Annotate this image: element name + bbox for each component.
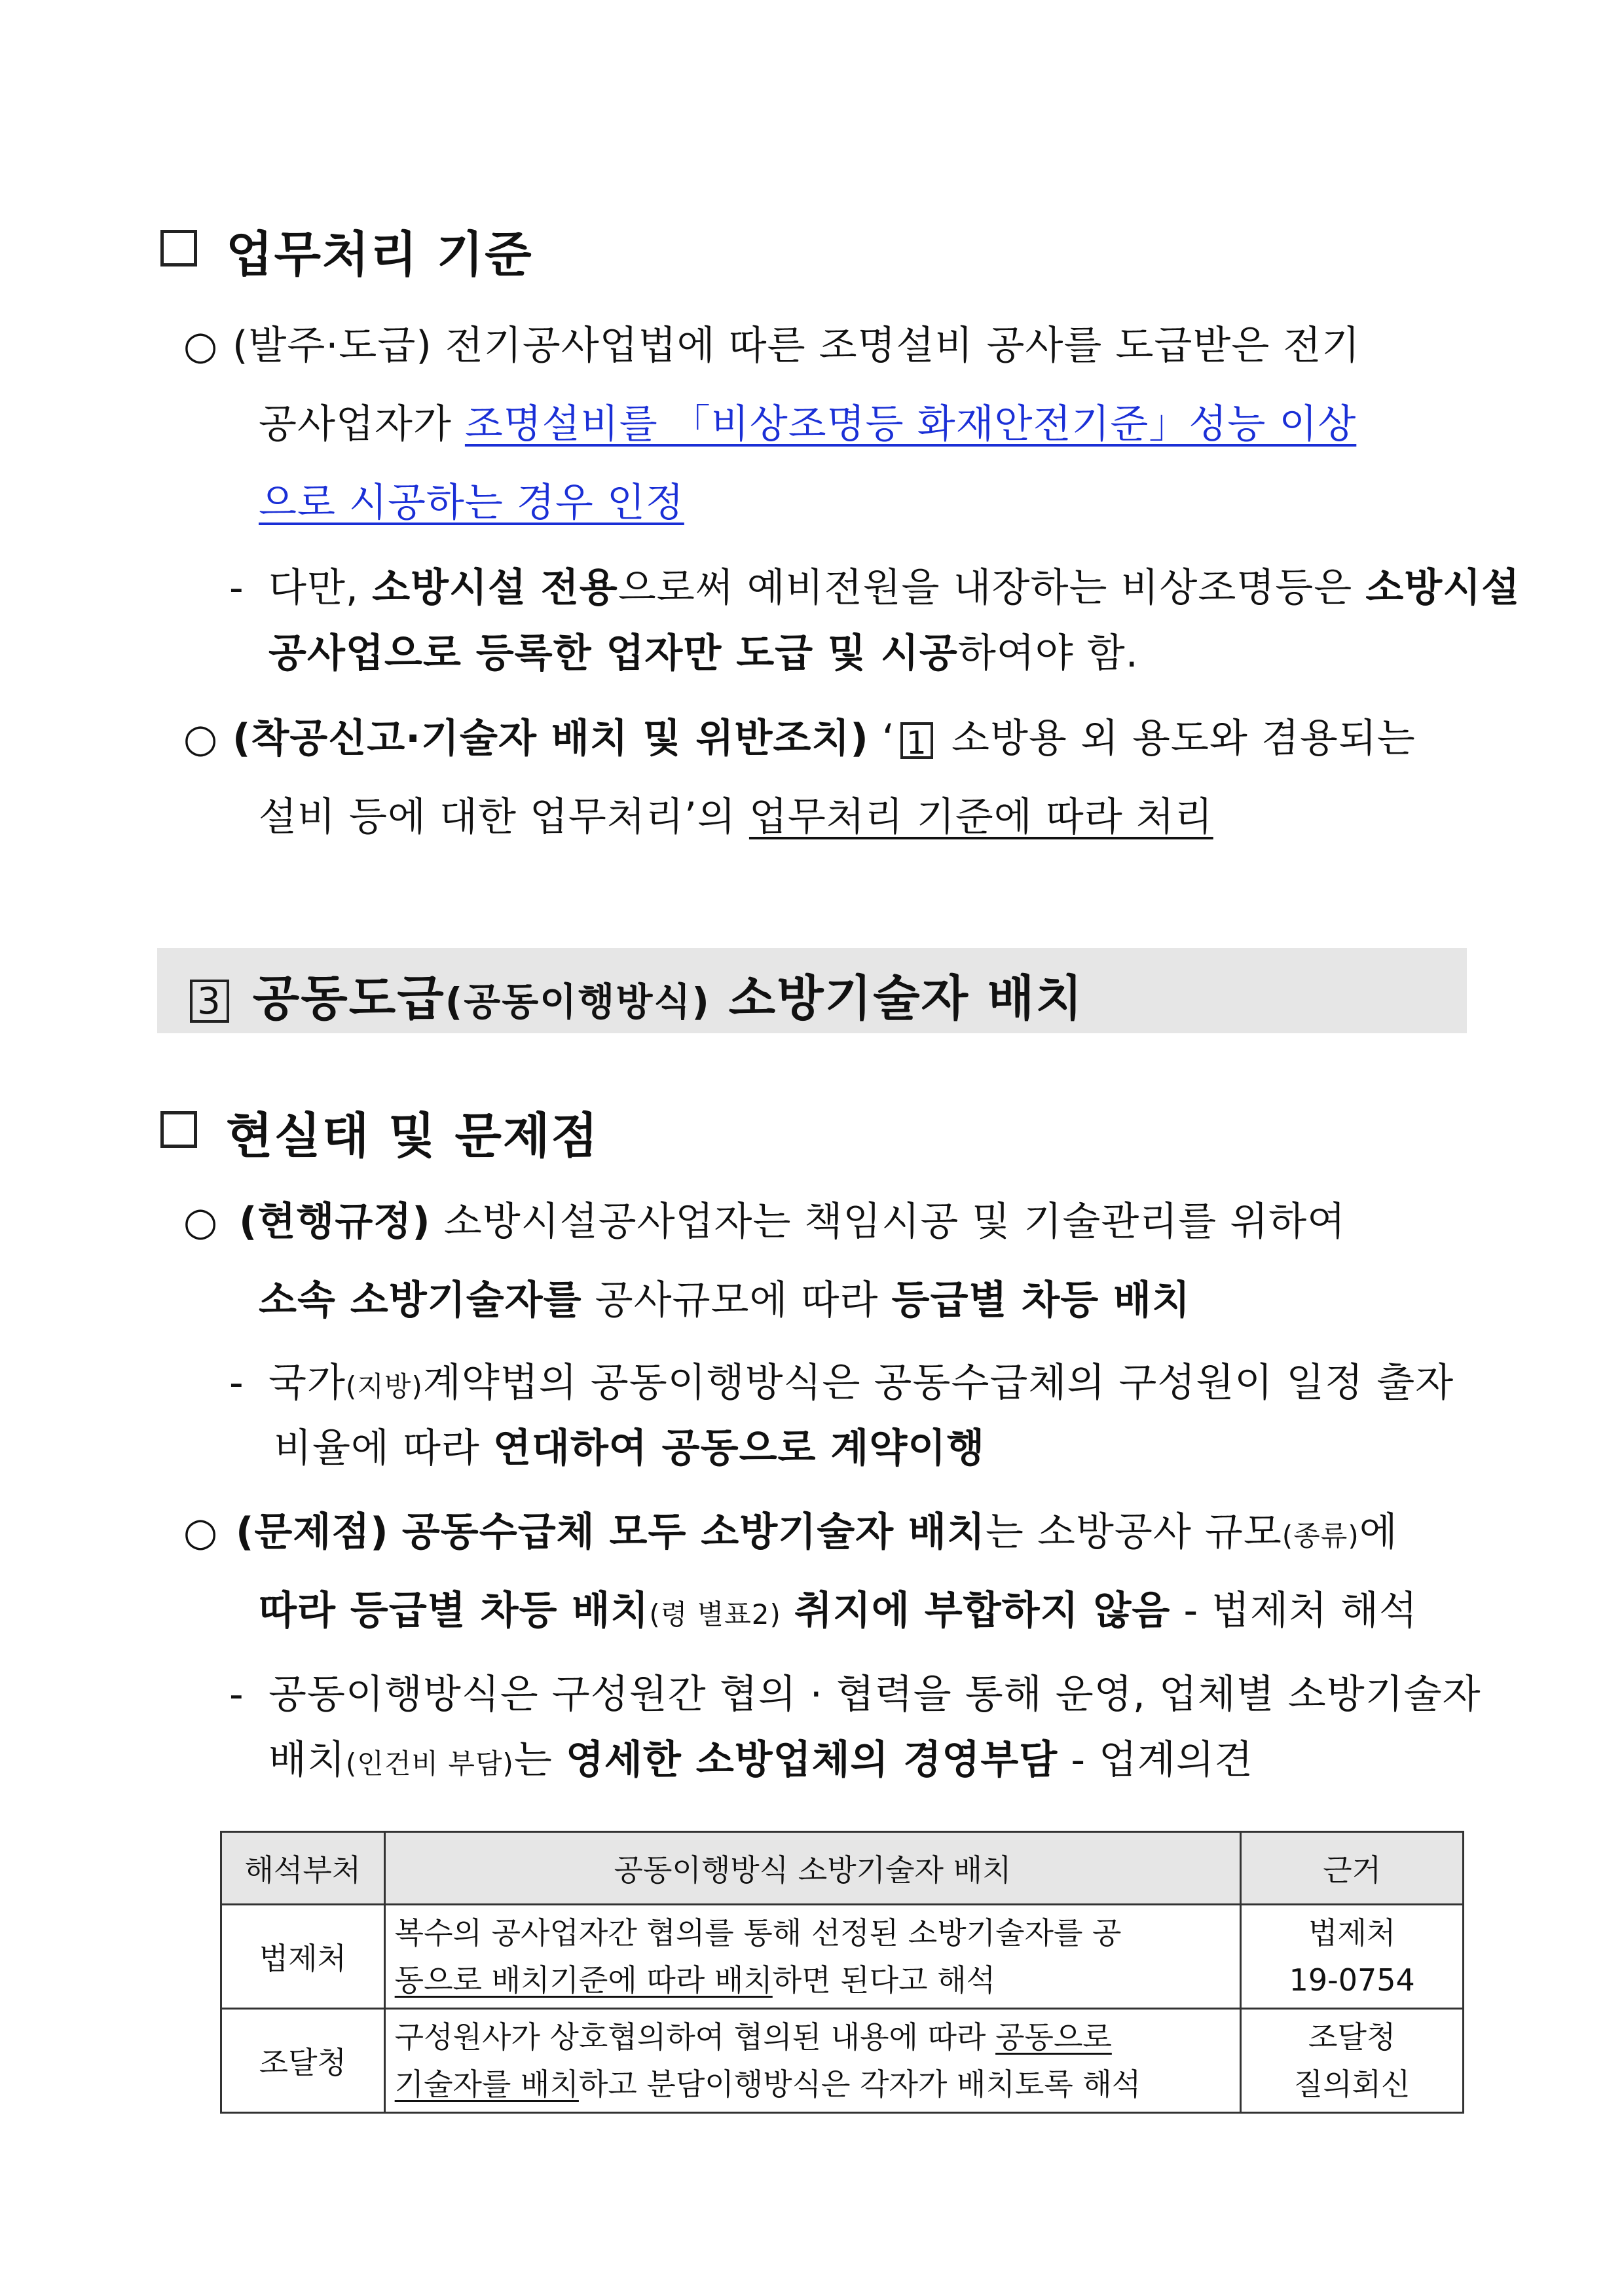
subitem-industry-line2 xyxy=(268,1737,1253,1783)
text-by-ratio: 비율에 따라 xyxy=(274,1425,480,1471)
text-joint-method-desc: 계약법의 공동이행방식은 공동수급체의 구성원이 일정 출자 xyxy=(422,1360,1454,1406)
paragraph-current-rule-line2 xyxy=(259,1277,1191,1323)
tag-start-report: (착공신고·기술자 배치 및 위반조치) xyxy=(232,716,869,762)
cell-text: 하면 된다고 해석 xyxy=(772,1962,996,1998)
cell-highlight: 기술자를 배치 xyxy=(394,2066,579,2102)
text-decree-table: (령 별표2) xyxy=(649,1598,781,1630)
text-type: (종류) xyxy=(1282,1520,1359,1552)
dash-marker: - xyxy=(229,1672,244,1717)
number-box-1: 1 xyxy=(900,722,933,759)
title-fire-engineer-placement: 소방기술자 배치 xyxy=(728,970,1084,1027)
text-backup-power: 으로써 예비전원을 내장하는 비상조명등은 xyxy=(618,565,1353,611)
text-joint-operation: 공동이행방식은 구성원간 협의 · 협력을 통해 운영, 업체별 소방기술자 xyxy=(268,1672,1481,1717)
cell-dept: 조달청 xyxy=(221,2009,385,2113)
subitem-contract-law-line1 xyxy=(268,1360,1454,1406)
basis-line: 19-0754 xyxy=(1289,1962,1415,1998)
paragraph-problem-line1 xyxy=(236,1509,1398,1555)
interpretation-table xyxy=(220,1831,1464,2114)
paragraph-current-rule-line1 xyxy=(239,1199,1346,1245)
highlight-handle-per-criteria: 업무처리 기준에 따라 처리 xyxy=(748,794,1213,840)
subitem-fire-only-line1 xyxy=(268,565,1521,611)
cell-line xyxy=(395,1956,1231,2004)
text-grade-placement: 따라 등급별 차등 배치 xyxy=(259,1588,650,1634)
bullet-circle: ○ xyxy=(183,1509,219,1555)
cell-description xyxy=(384,2009,1241,2113)
highlight-construction-approved: 으로 시공하는 경우 인정 xyxy=(259,480,684,526)
dash-marker: - xyxy=(229,565,244,611)
cell-line xyxy=(395,2061,1231,2108)
text-particle: 는 xyxy=(513,1737,553,1783)
text-placement: 배치 xyxy=(268,1737,346,1783)
section-heading-work-criteria: 업무처리 기준 xyxy=(226,227,533,283)
text-fire-facility: 소방시설 xyxy=(1365,565,1521,611)
cell-description xyxy=(384,1905,1241,2009)
bullet-circle: ○ xyxy=(183,323,219,369)
quote-open: ‘ xyxy=(881,716,895,762)
text-electric-work: 전기공사업법에 따른 조명설비 공사를 도급받은 전기 xyxy=(445,323,1361,369)
text-scale: 는 소방공사 규모 xyxy=(985,1509,1282,1555)
table-row xyxy=(221,1905,1464,2009)
dash-marker: - xyxy=(229,1360,244,1406)
header-placement: 공동이행방식 소방기술자 배치 xyxy=(384,1832,1241,1905)
checkbox-square-icon xyxy=(160,1111,197,1148)
text-however: 다만, xyxy=(268,565,359,611)
text-industry-opinion: - 업계의견 xyxy=(1071,1737,1253,1783)
cell-highlight: 공동으로 xyxy=(995,2019,1112,2055)
title-joint-method: (공동이행방식) xyxy=(445,980,710,1024)
text-contractor-duty: 소방시설공사업자는 책임시공 및 기술관리를 위하여 xyxy=(443,1199,1346,1245)
subitem-contract-law-line2 xyxy=(274,1425,986,1471)
paragraph-start-report-line1 xyxy=(232,716,1416,762)
text-by-scale: 공사규모에 따라 xyxy=(595,1277,879,1323)
text-affiliated-engineer: 소속 소방기술자를 xyxy=(259,1277,582,1323)
section-heading-status-problems: 현실태 및 문제점 xyxy=(226,1108,599,1164)
section-bar-title xyxy=(185,960,1084,1029)
text-dual-use: 소방용 외 용도와 겸용되는 xyxy=(951,716,1416,762)
text-registered-only: 공사업으로 등록한 업자만 도급 및 시공 xyxy=(268,631,958,676)
text-local: (지방) xyxy=(345,1370,423,1403)
text-facility-handling: 설비 등에 대한 업무처리’의 xyxy=(259,794,736,840)
tag-current-rule: (현행규정) xyxy=(239,1199,431,1245)
cell-line: 복수의 공사업자간 협의를 통해 선정된 소방기술자를 공 xyxy=(394,1915,1122,1951)
cell-text: 하고 분담이행방식은 각자가 배치토록 해석 xyxy=(578,2066,1141,2102)
tag-problem: (문제점) xyxy=(236,1509,389,1555)
tag-order-contract: (발주·도급) xyxy=(232,323,432,369)
cell-highlight: 동으로 배치기준에 따라 배치 xyxy=(394,1962,773,1998)
cell-line xyxy=(395,2013,1231,2061)
highlight-lighting-standard: 조명설비를 「비상조명등 화재안전기준」성능 이상 xyxy=(464,401,1357,447)
subitem-fire-only-line2 xyxy=(268,631,1139,676)
text-burden: 영세한 소방업체의 경영부담 xyxy=(565,1737,1058,1783)
cell-text: 구성원사가 상호협의하여 협의된 내용에 따라 xyxy=(394,2019,986,2055)
paragraph-order-contract-line2 xyxy=(259,401,1357,447)
cell-dept: 법제처 xyxy=(221,1905,385,2009)
table-header-row xyxy=(221,1832,1464,1905)
text-labor-cost: (인건비 부담) xyxy=(345,1748,514,1780)
cell-basis xyxy=(1241,1905,1464,2009)
cell-basis xyxy=(1241,2009,1464,2113)
basis-line: 조달청 xyxy=(1308,2019,1396,2055)
paragraph-problem-line2 xyxy=(259,1588,1418,1634)
text-joint-execution: 연대하여 공동으로 계약이행 xyxy=(492,1425,986,1471)
paragraph-order-contract-line1 xyxy=(232,323,1361,369)
text-grade-placement: 등급별 차등 배치 xyxy=(891,1277,1191,1323)
text-legislation-opinion: - 법제처 해석 xyxy=(1183,1588,1418,1634)
header-basis: 근거 xyxy=(1241,1832,1464,1905)
text-contractor: 공사업자가 xyxy=(259,401,452,447)
header-dept: 해석부처 xyxy=(221,1832,385,1905)
text-not-consistent: 취지에 부합하지 않음 xyxy=(794,1588,1171,1634)
paragraph-start-report-line2 xyxy=(259,794,1213,840)
table-row xyxy=(221,2009,1464,2113)
checkbox-square-icon xyxy=(160,230,197,266)
title-joint-contract: 공동도급 xyxy=(252,970,445,1027)
text-must: 하여야 함. xyxy=(957,631,1139,676)
text-particle: 에 xyxy=(1359,1509,1398,1555)
basis-line: 법제처 xyxy=(1308,1915,1396,1951)
text-national: 국가 xyxy=(268,1360,346,1406)
text-fire-only: 소방시설 전용 xyxy=(372,565,618,611)
text-all-members-placement: 공동수급체 모두 소방기술자 배치 xyxy=(401,1509,986,1555)
number-box-3: 3 xyxy=(190,980,229,1023)
basis-line: 질의회신 xyxy=(1293,2066,1411,2102)
bullet-circle: ○ xyxy=(183,716,219,762)
bullet-circle: ○ xyxy=(183,1199,219,1245)
paragraph-order-contract-line3 xyxy=(259,480,684,526)
subitem-industry-line1 xyxy=(268,1672,1481,1717)
